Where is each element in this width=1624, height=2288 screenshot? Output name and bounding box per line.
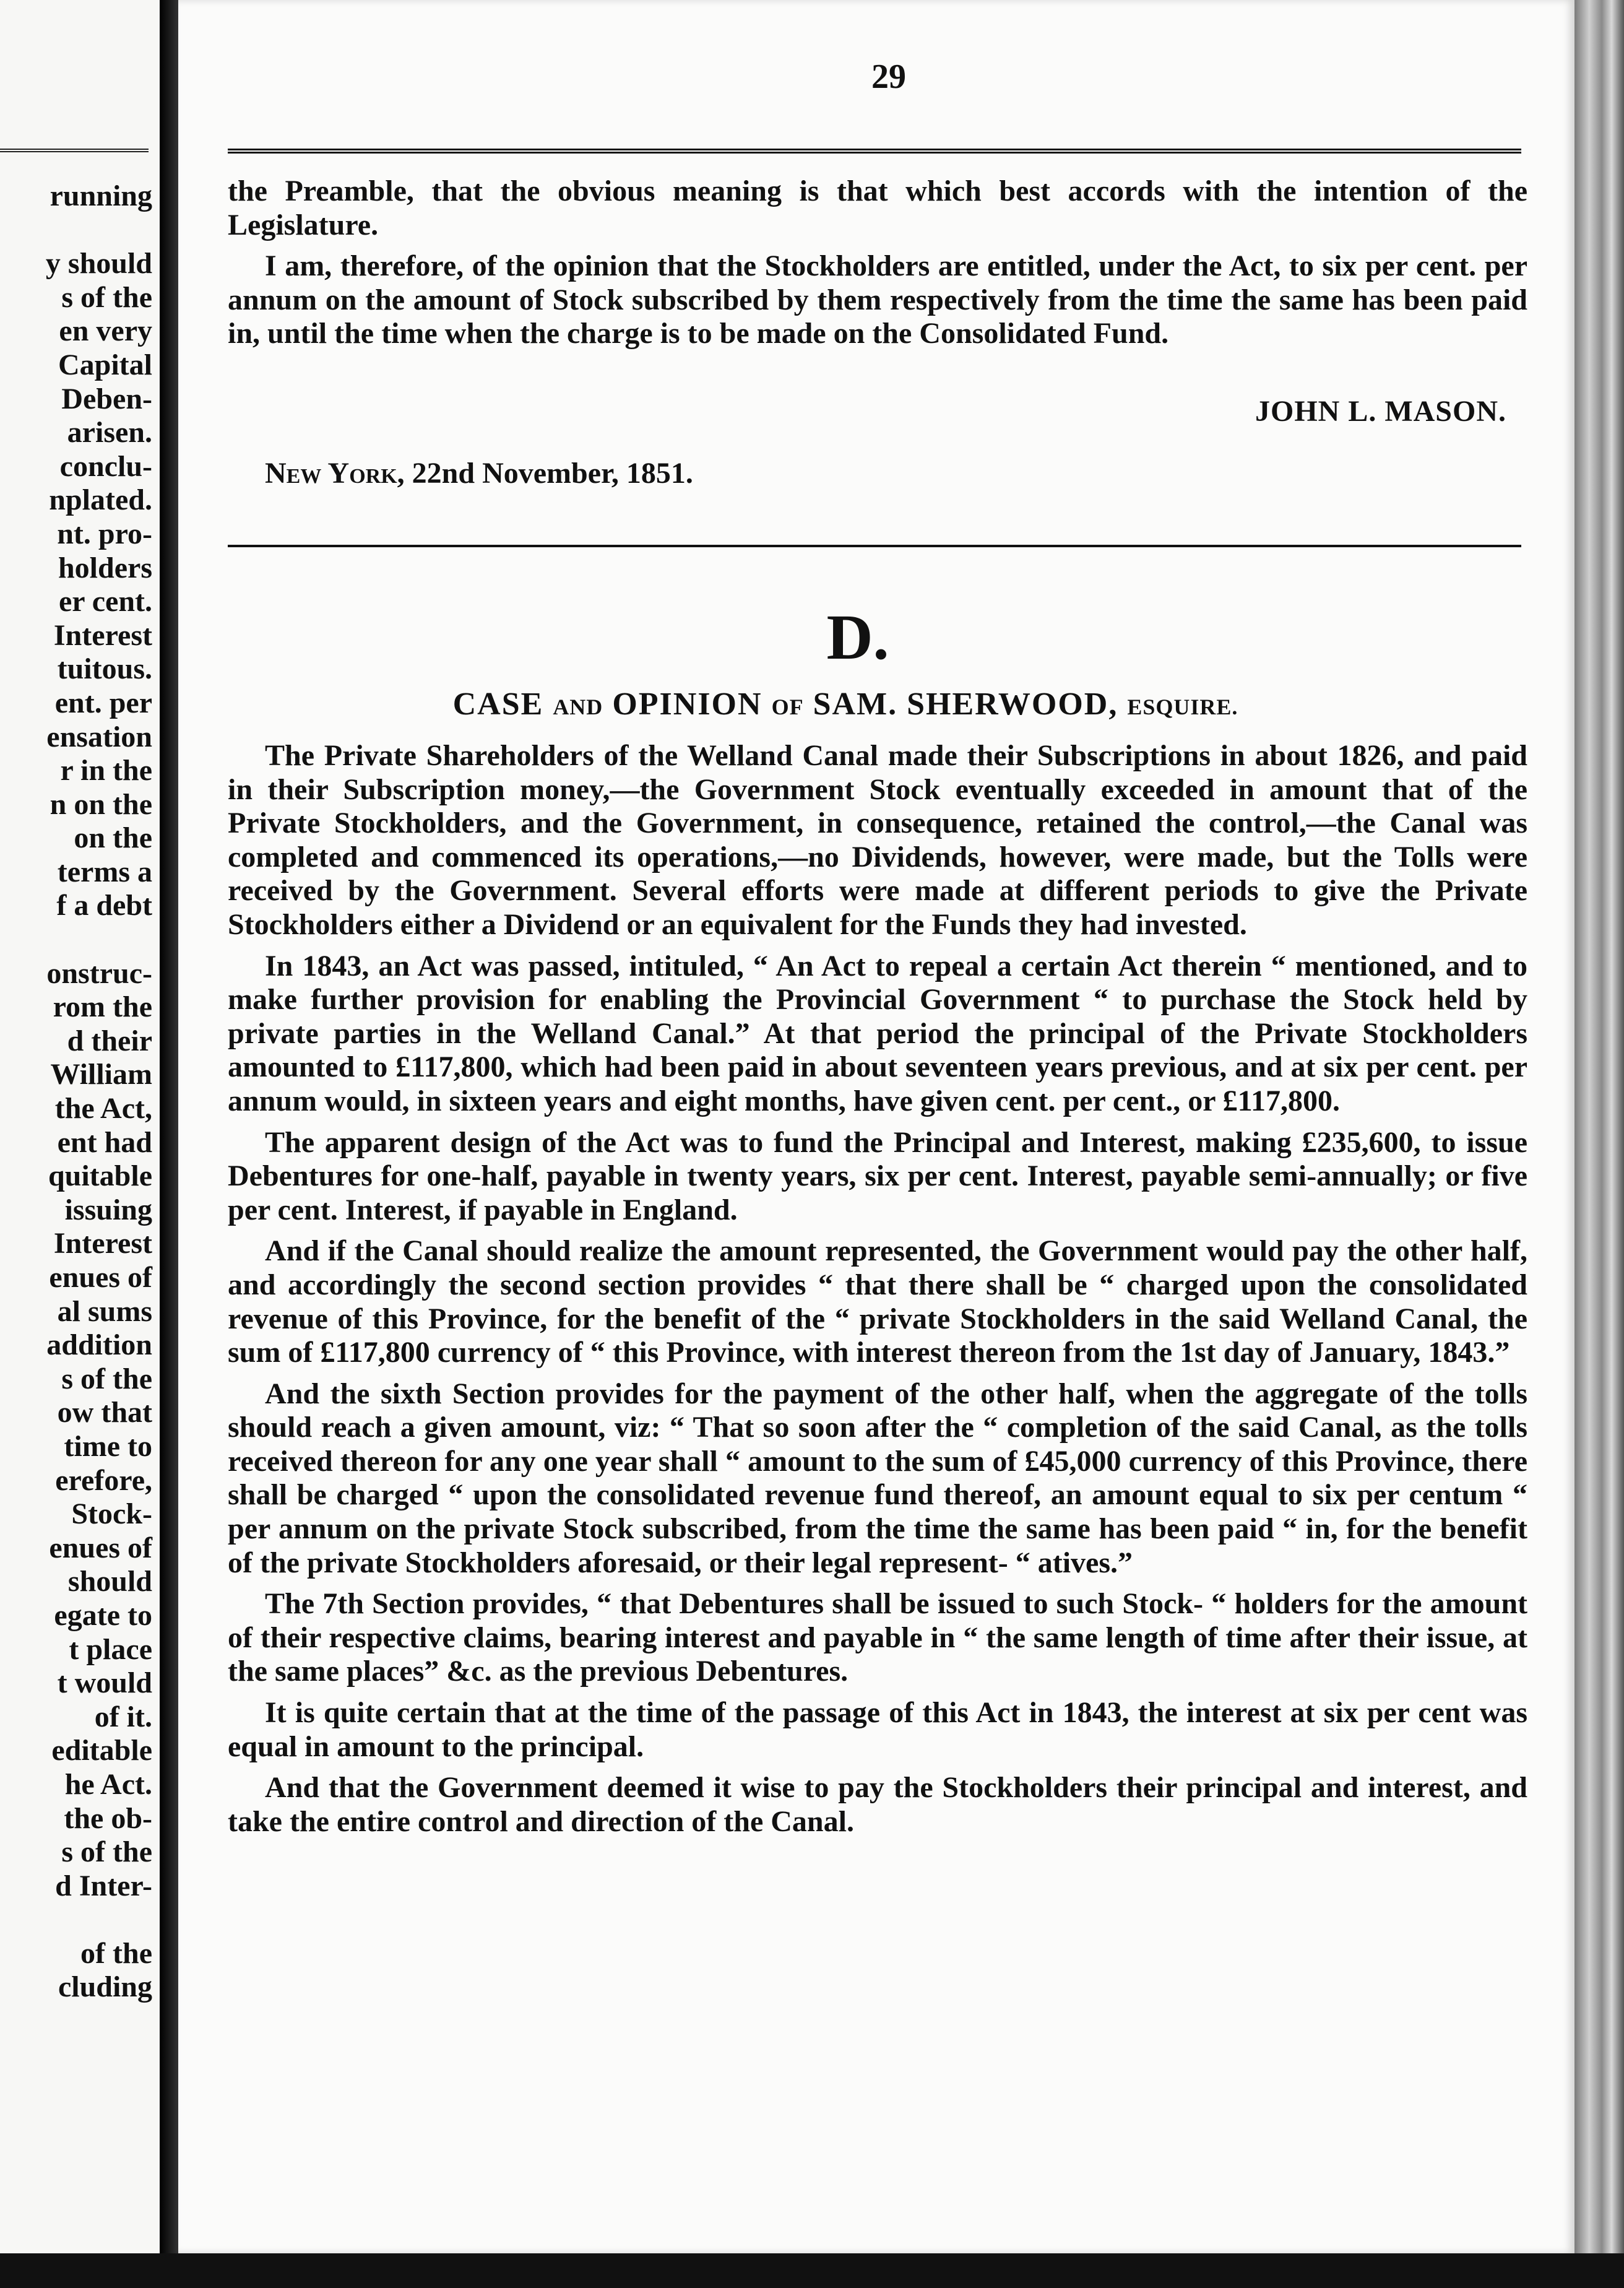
facing-page-line: on the	[74, 821, 152, 855]
paragraph: And if the Canal should realize the amount represented, the Government would pay the other half, and accordingly the second section provides “ that there shall be “ charged upon the consolidated revenue of this Province, for the benefit of the “ private Stockholders in the said Welland Canal, the sum of £117,800 currency of “ this Province, with interest thereon from the 1st day of January, 1843.”	[228, 1234, 1527, 1369]
opinion-conclusion	[228, 175, 1527, 358]
facing-page-line: issuing	[64, 1193, 152, 1226]
page-edges	[1574, 0, 1624, 2288]
facing-page-line: enues of	[49, 1261, 152, 1294]
facing-page-line: nt. pro-	[57, 517, 152, 550]
facing-page-line: addition	[46, 1328, 152, 1362]
facing-page-line: y should	[45, 247, 152, 280]
facing-page-rule	[0, 149, 149, 152]
facing-page-line: Capital	[58, 348, 152, 381]
facing-page-line	[0, 1903, 152, 1937]
facing-page-line: holders	[58, 551, 152, 584]
facing-page-line: s of the	[61, 1362, 152, 1395]
dateline	[265, 456, 693, 490]
facing-page-line	[0, 214, 152, 248]
scan-border	[0, 2253, 1624, 2288]
facing-page-line: the ob-	[64, 1801, 152, 1835]
section-title-word: CASE	[452, 687, 544, 722]
facing-page-line: editable	[51, 1734, 152, 1767]
facing-page-line: enues of	[49, 1531, 152, 1564]
section-separator	[228, 545, 1521, 547]
paragraph: It is quite certain that at the time of the passage of this Act in 1843, the interest at six per cent was equal in amount to the principal.	[228, 1696, 1527, 1763]
facing-page-line: terms a	[57, 855, 152, 888]
paragraph: And the sixth Section provides for the payment of the other half, when the aggregate of the tolls should reach a given amount, viz: “ That so soon after the “ completion of the said Canal, as the tolls received thereon for any one year shall “ amount to the sum of £45,000 currency of this Province, there shall be charged “ upon the consolidated revenue fund thereof, an amount equal to six per centum “ per annum on the private Stock subscribed, from the time the same has been paid “ in, for the benefit of the private Stockholders aforesaid, or their legal represent- “ atives.”	[228, 1377, 1527, 1579]
facing-page-line: should	[67, 1565, 152, 1598]
facing-page-line: nplated.	[49, 483, 152, 517]
facing-page-line: t place	[69, 1632, 152, 1666]
section-title-small: OF	[771, 695, 804, 719]
section-title-small: ESQUIRE.	[1127, 695, 1238, 719]
facing-page-line: tuitous.	[57, 652, 152, 686]
header-rule	[228, 149, 1521, 154]
facing-page-line: conclu-	[59, 449, 152, 483]
facing-page-line: of it.	[94, 1700, 152, 1733]
facing-page-line: al sums	[57, 1294, 152, 1328]
section-title-word: OPINION	[612, 687, 762, 722]
paragraph: The apparent design of the Act was to fund the Principal and Interest, making £235,600, to issue Debentures for one-half, payable in twenty years, six per cent. Interest, payable semi-annually; or five per cent. Interest, if payable in England.	[228, 1125, 1527, 1226]
facing-page-line	[0, 923, 152, 957]
facing-page-line: en very	[59, 314, 152, 348]
case-body	[228, 739, 1527, 1846]
dateline-date: 22nd November, 1851.	[412, 457, 693, 490]
page-number: 29	[871, 58, 906, 96]
facing-page-line: William	[50, 1058, 152, 1091]
facing-page-line: running	[50, 180, 152, 212]
facing-page-line: d Inter-	[55, 1869, 152, 1902]
section-title-small: AND	[553, 695, 603, 719]
facing-page-line: he Act.	[64, 1767, 152, 1801]
facing-page-line: f a debt	[56, 889, 152, 922]
facing-page-line: of the	[80, 1936, 152, 1970]
facing-page-line: d their	[67, 1024, 152, 1057]
facing-page-line: Deben-	[61, 382, 152, 415]
facing-page-line: Interest	[53, 618, 152, 652]
page	[178, 0, 1574, 2253]
facing-page-line: ow that	[57, 1396, 152, 1429]
facing-page-line: onstruc-	[46, 956, 152, 990]
section-letter: D.	[826, 602, 889, 673]
facing-page-line: ent had	[57, 1125, 152, 1159]
paragraph: And that the Government deemed it wise to pay the Stockholders their principal and interest, and take the entire control and direction of the Canal.	[228, 1771, 1527, 1838]
facing-page-line: rom the	[53, 990, 152, 1024]
facing-page-line: n on the	[50, 787, 152, 821]
paragraph: The Private Shareholders of the Welland Canal made their Subscriptions in about 1826, and paid in their Subscription money,—the Government Stock eventually exceeded in amount that of the Private Stockholders, and the Government, in consequence, retained the control,—the Canal was completed and commenced its operations,—no Dividends, however, were made, but the Tolls were received by the Government. Several efforts were made at different periods to give the Private Stockholders either a Dividend or an equivalent for the Funds they had invested.	[228, 739, 1527, 941]
facing-page-line: time to	[64, 1429, 152, 1463]
book-gutter	[160, 0, 178, 2288]
facing-page-line: Interest	[53, 1227, 152, 1260]
facing-page	[0, 0, 160, 2260]
facing-page-line: quitable	[48, 1159, 152, 1193]
facing-page-line: erefore,	[55, 1463, 152, 1497]
facing-page-line: Stock-	[71, 1497, 152, 1531]
facing-page-line: s of the	[61, 280, 152, 314]
paragraph: In 1843, an Act was passed, intituled, “ An Act to repeal a certain Act therein “ mentioned, and to make further provision for enabling the Provincial Government “ to purchase the Stock held by private parties in the Welland Canal.” At that period the principal of the Private Stockholders amounted to £117,800, which had been paid in about seventeen years previous, and at six per cent. per annum would, in sixteen years and eight months, have given cent. per cent., or £117,800.	[228, 949, 1527, 1117]
signature: JOHN L. MASON.	[1255, 395, 1506, 428]
paragraph: The 7th Section provides, “ that Debentures shall be issued to such Stock- “ holders for the amount of their respective claims, bearing interest and payable in “ the same length of time after their issue, at the same places” &c. as the previous Debentures.	[228, 1587, 1527, 1688]
facing-page-line: t would	[57, 1666, 152, 1700]
paragraph: the Preamble, that the obvious meaning is that which best accords with the intention of the Legislature.	[228, 175, 1527, 241]
section-title-word: SAM. SHERWOOD,	[813, 687, 1118, 722]
dateline-place: New York,	[265, 457, 405, 490]
facing-page-line: cluding	[58, 1970, 152, 2004]
paragraph: I am, therefore, of the opinion that the Stockholders are entitled, under the Act, to six per cent. per annum on the amount of Stock subscribed by them respectively from the time the same has been paid in, until the time when the charge is to be made on the Consolidated Fund.	[228, 249, 1527, 350]
facing-page-line: arisen.	[67, 416, 152, 449]
facing-page-line: ent. per	[54, 686, 152, 719]
facing-page-line: the Act,	[54, 1092, 152, 1125]
facing-page-line: ensation	[46, 720, 152, 753]
facing-page-line: er cent.	[58, 585, 152, 618]
facing-page-line: r in the	[60, 754, 152, 787]
facing-page-line: egate to	[54, 1598, 152, 1632]
facing-page-text	[0, 180, 152, 2004]
section-title	[147, 686, 1544, 722]
facing-page-line: s of the	[61, 1835, 152, 1869]
